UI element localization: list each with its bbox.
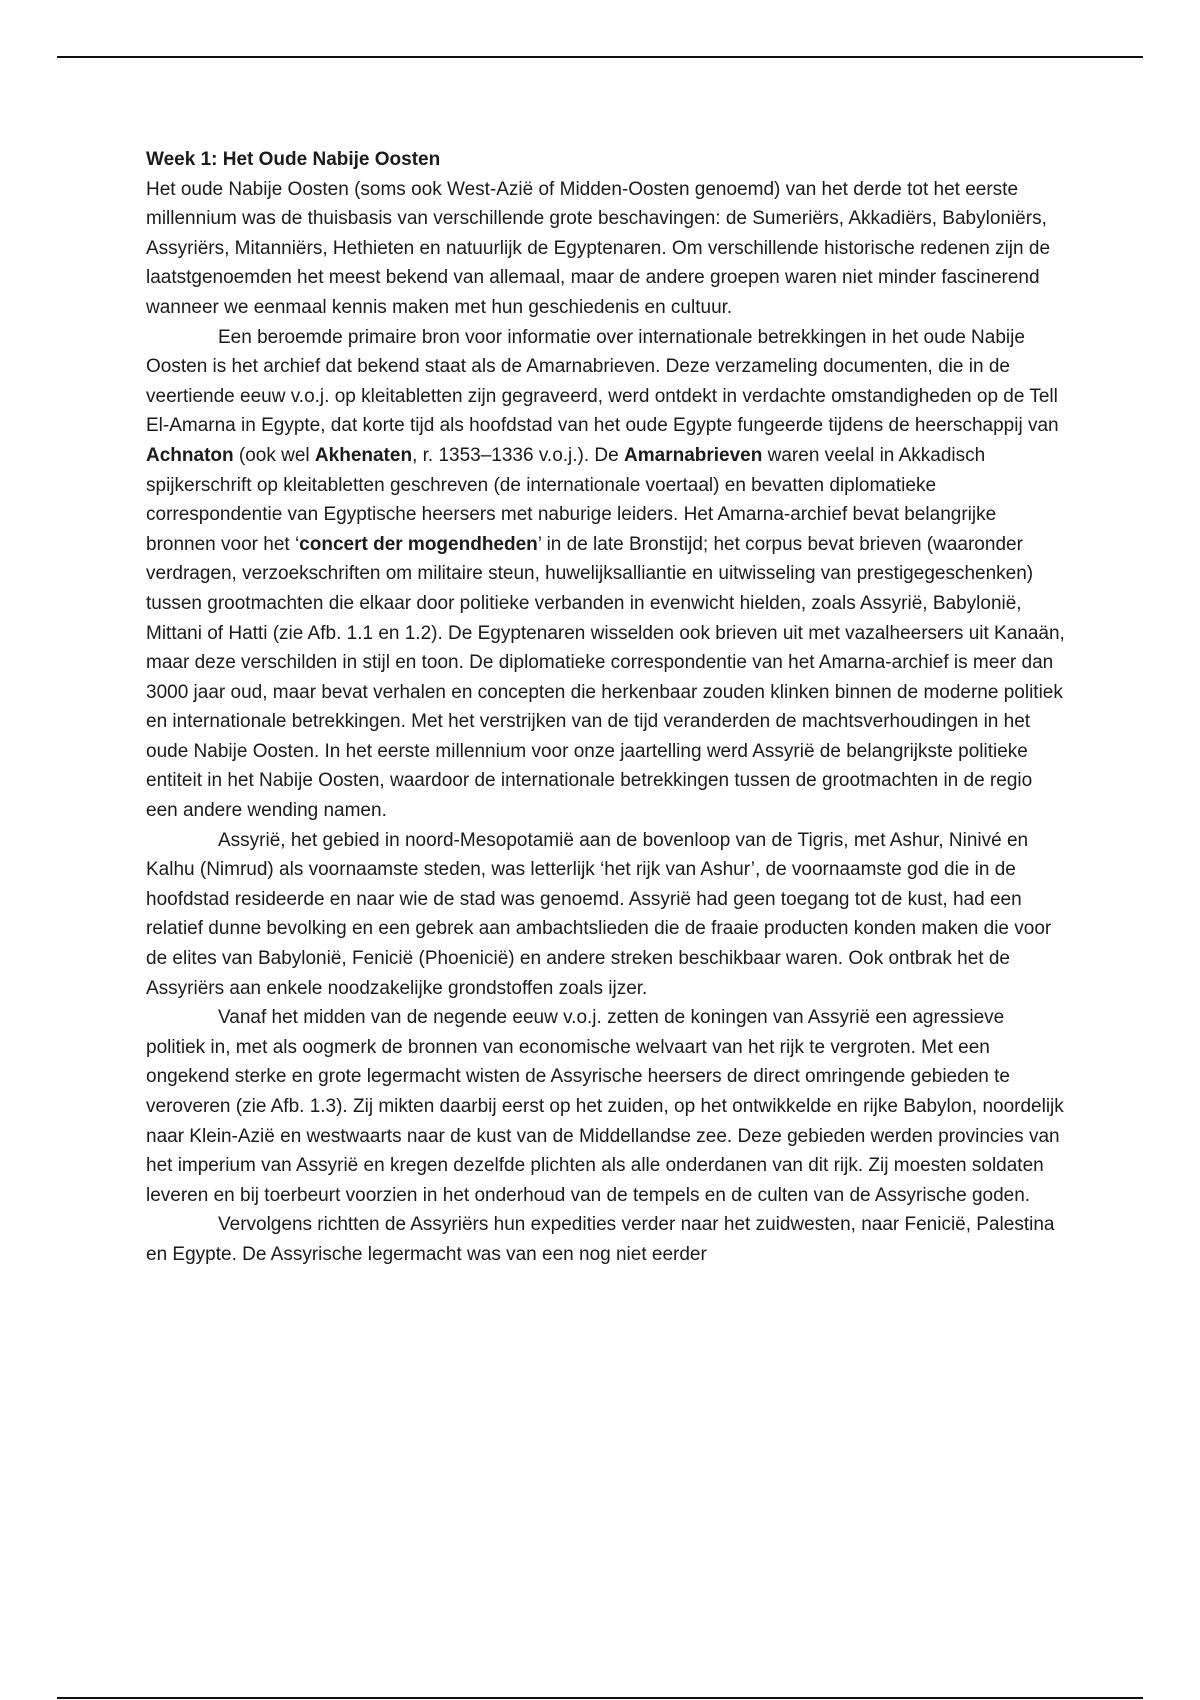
bold-term-amarnabrieven: Amarnabrieven — [624, 444, 763, 466]
footer-rule — [57, 1697, 1143, 1699]
paragraph-intro: Het oude Nabije Oosten (soms ook West-Azië of Midden-Oosten genoemd) van het derde tot het eerste millennium was de thuisbasis van verschillende grote beschavingen: de Sumeriërs, Akkadiërs, Babyloniërs, Assyriërs, Mitanniërs, Hethieten en natuurlijk de Egyptenaren. Om verschillende historische redenen zijn de laatstgenoemden het meest bekend van allemaal, maar de andere groepen waren niet minder fascinerend wanneer we eenmaal kennis maken met hun geschiedenis en cultuur. — [146, 178, 1051, 318]
bold-term-achnaton: Achnaton — [146, 444, 234, 466]
bold-term-akhenaten: Akhenaten — [314, 444, 413, 466]
text-run: waren veelal in Akkadisch spijkerschrift op kleitabletten geschreven (de internationale voertaal) en bevatten diplomatieke correspondentie van Egyptische heersers met naburige leiders. Het Amarna-archief bevat belangrijke bronnen voor het ‘ — [146, 444, 997, 555]
text-run: Een beroemde primaire bron voor informatie over internationale betrekkingen in het oude Nabije Oosten is het archief dat bekend staat als de Amarnabrieven. Deze verzameling documenten, die in de veertiende eeuw v.o.j. op kleitabletten zijn gegraveerd, werd ontdekt in verdachte omstandigheden op de Tell El-Amarna in Egypte, dat korte tijd als hoofdstad van het oude Egypte fungeerde tijdens de heerschappij van — [146, 326, 1059, 437]
document-body — [146, 145, 1066, 1270]
text-run: (ook wel — [233, 444, 315, 466]
header-rule — [57, 56, 1143, 58]
paragraph-assyria: Assyrië, het gebied in noord-Mesopotamië aan de bovenloop van de Tigris, met Ashur, Ninivé en Kalhu (Nimrud) als voornaamste steden, was letterlijk ‘het rijk van Ashur’, de voornaamste god die in de hoofdstad resideerde en naar wie de stad was genoemd. Assyrië had geen toegang tot de kust, had een relatief dunne bevolking en een gebrek aan ambachtslieden die de fraaie producten konden maken die voor de elites van Babylonië, Fenicië (Phoenicië) en andere streken beschikbaar waren. Ook ontbrak het de Assyriërs aan enkele noodzakelijke grondstoffen zoals ijzer. — [146, 829, 1052, 999]
bold-term-concert: concert der mogendheden — [299, 533, 538, 555]
text-run: , r. 1353–1336 v.o.j.). De — [412, 444, 625, 466]
paragraph-southwest: Vervolgens richtten de Assyriërs hun expedities verder naar het zuidwesten, naar Fenicië, Palestina en Egypte. De Assyrische legermacht was van een nog niet eerder — [146, 1214, 1055, 1265]
paragraph-amarna — [146, 323, 1066, 826]
paragraph-expansion: Vanaf het midden van de negende eeuw v.o.j. zetten de koningen van Assyrië een agressieve politiek in, met als oogmerk de bronnen van economische welvaart van het rijk te vergroten. Met een ongekend sterke en grote legermacht wisten de Assyrische heersers de direct omringende gebieden te veroveren (zie Afb. 1.3). Zij mikten daarbij eerst op het zuiden, op het ontwikkelde en rijke Babylon, noordelijk naar Klein-Azië en westwaarts naar de kust van de Middellandse zee. Deze gebieden werden provincies van het imperium van Assyrië en kregen dezelfde plichten als alle onderdanen van dit rijk. Zij moesten soldaten leveren en bij toerbeurt voorzien in het onderhoud van de tempels en de culten van de Assyrische goden. — [146, 1007, 1064, 1206]
document-heading: Week 1: Het Oude Nabije Oosten — [146, 149, 441, 170]
text-run: ’ in de late Bronstijd; het corpus bevat brieven (waaronder verdragen, verzoekschriften om militaire steun, huwelijksalliantie en uitwisseling van prestigegeschenken) tussen grootmachten die elkaar door politieke verbanden in evenwicht hielden, zoals Assyrië, Babylonië, Mittani of Hatti (zie Afb. 1.1 en 1.2). De Egyptenaren wisselden ook brieven uit met vazalheersers uit Kanaän, maar deze verschilden in stijl en toon. De diplomatieke correspondentie van het Amarna-archief is meer dan 3000 jaar oud, maar bevat verhalen en concepten die herkenbaar zouden klinken binnen de moderne politiek en internationale betrekkingen. Met het verstrijken van de tijd veranderden de machtsverhoudingen in het oude Nabije Oosten. In het eerste millennium voor onze jaartelling werd Assyrië de belangrijkste politieke entiteit in het Nabije Oosten, waardoor de internationale betrekkingen tussen de grootmachten in de regio een andere wending namen. — [146, 533, 1065, 822]
